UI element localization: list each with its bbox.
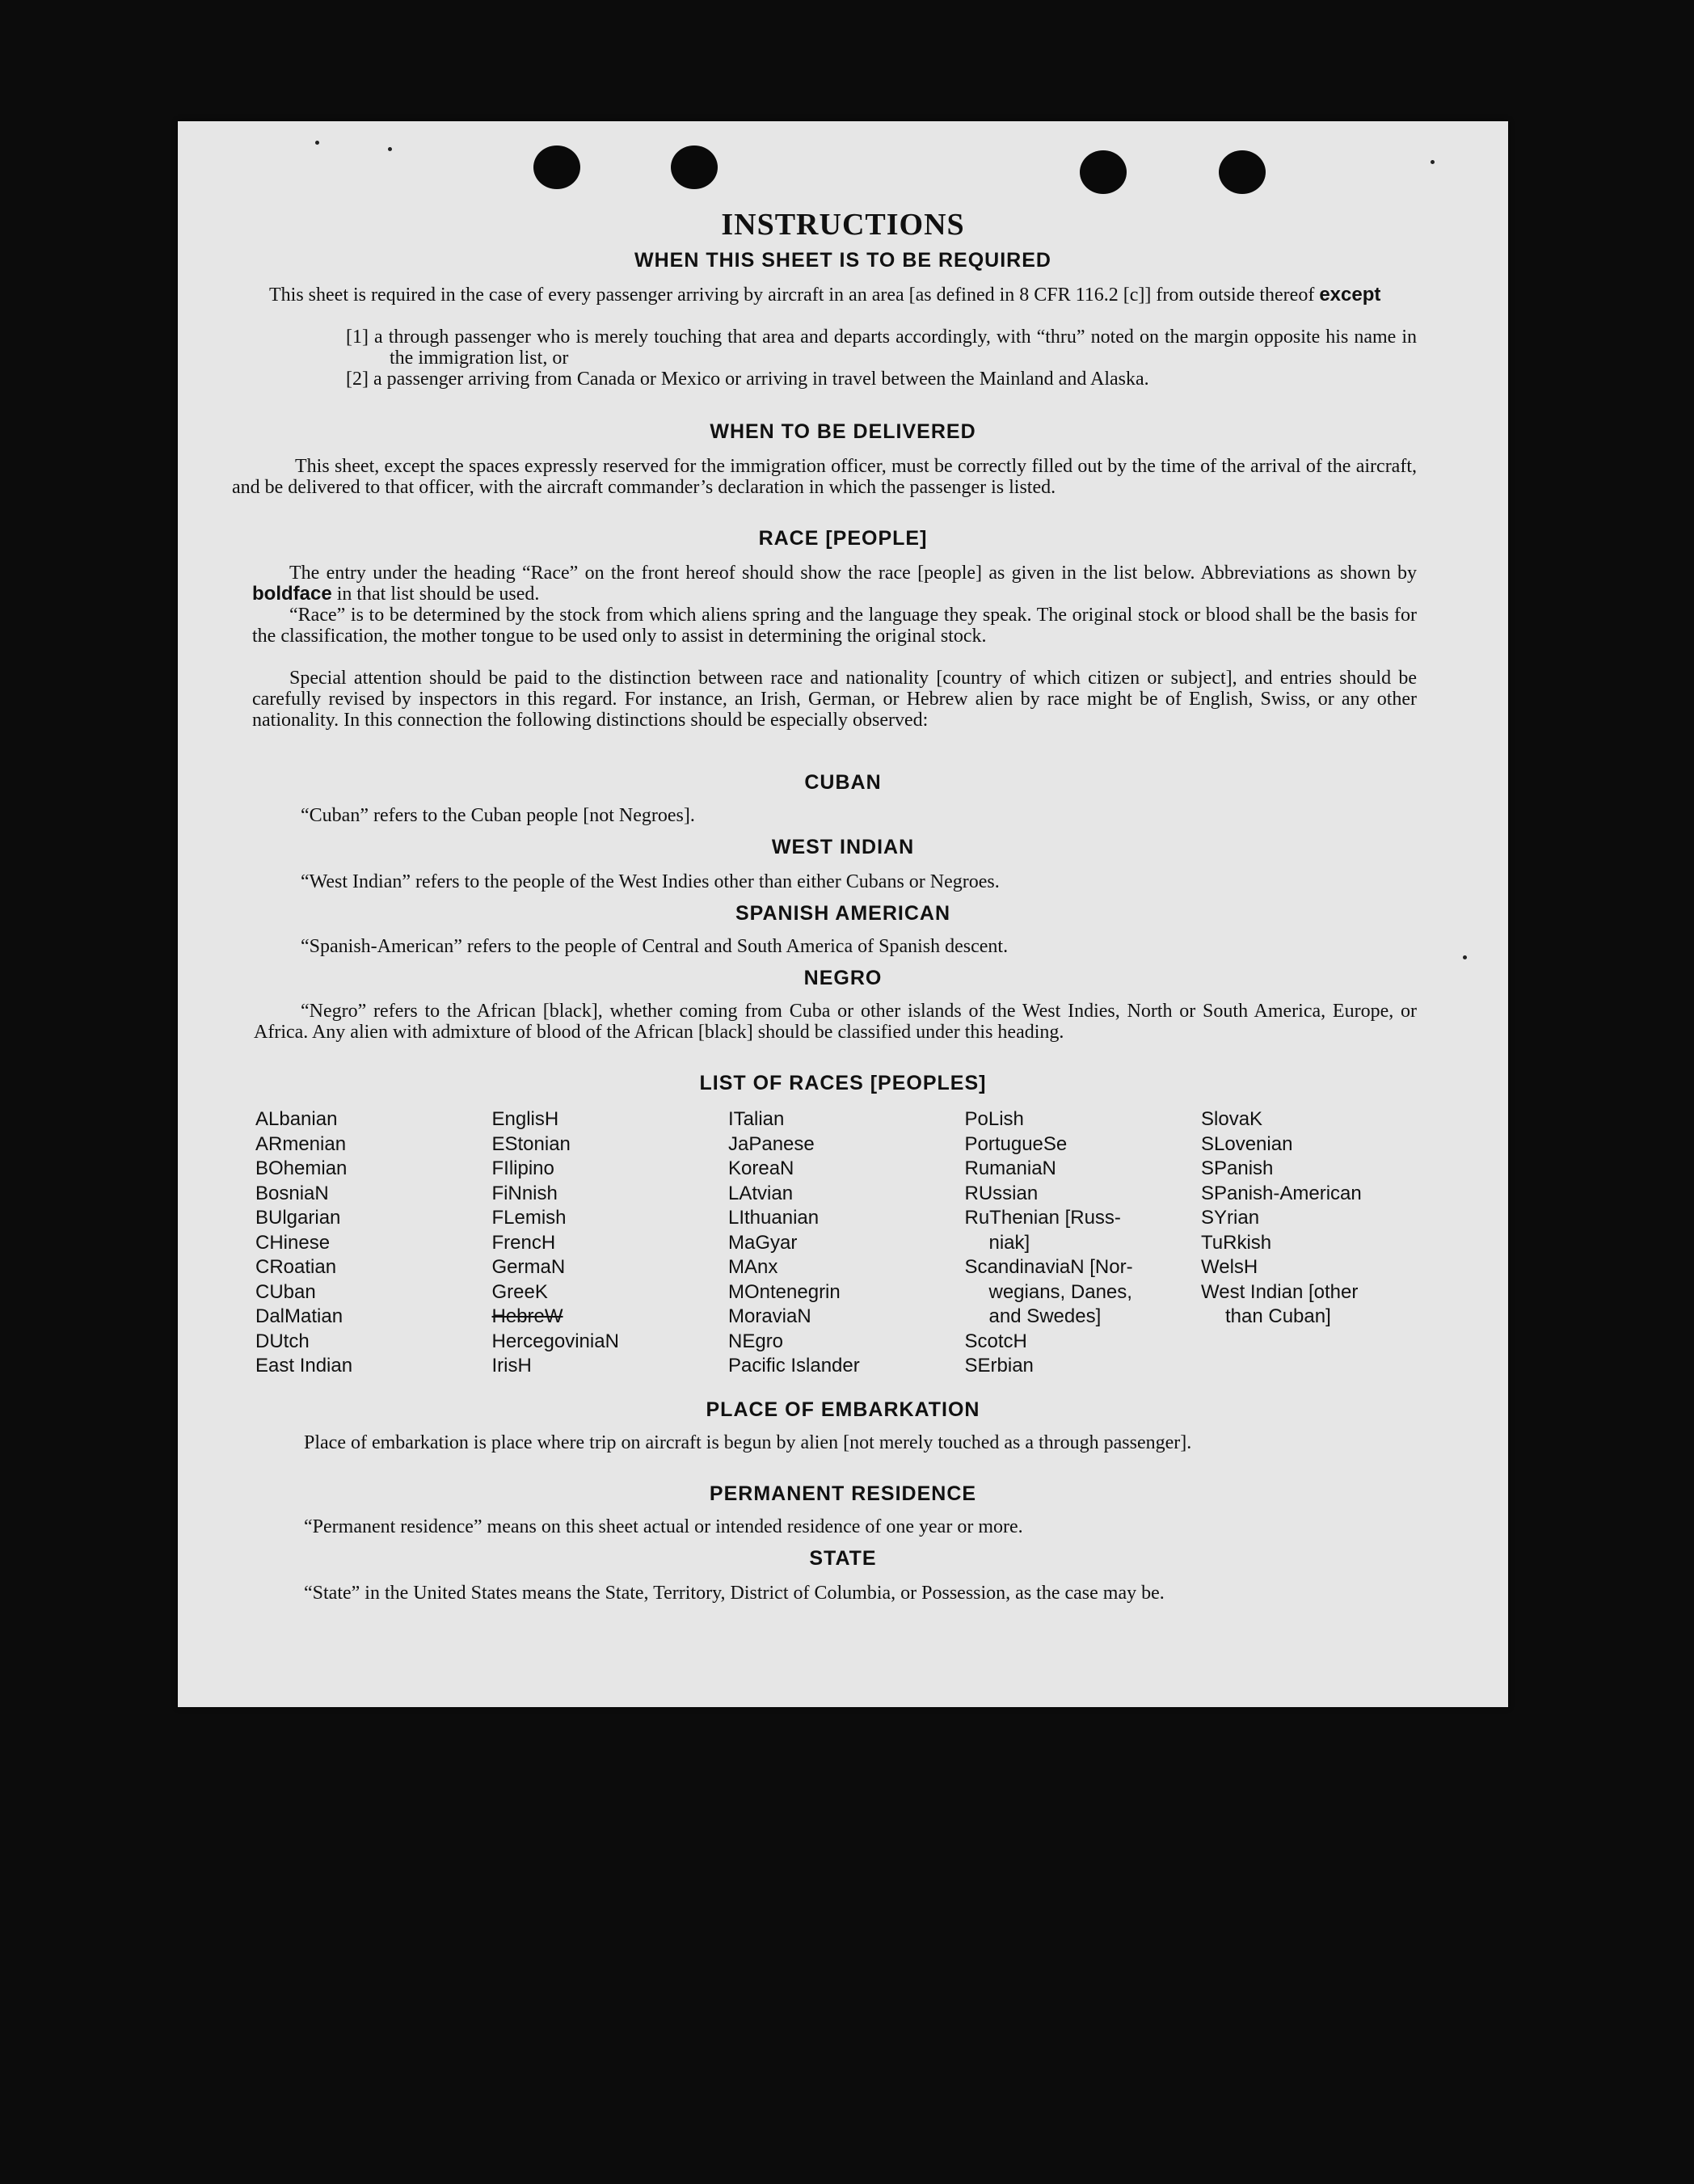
race-item: NEgro (728, 1330, 784, 1352)
speck (388, 147, 392, 151)
race-item: BosniaN (255, 1182, 329, 1204)
speck (1431, 160, 1435, 164)
race-item: East Indian (255, 1355, 353, 1377)
race-item: GermaN (491, 1256, 566, 1278)
required-item-1: [1] a through passenger who is merely touching that area and departs accordingly, with “thru” noted on the margin opposite his name in the immigration list, or (346, 327, 1417, 369)
state-text: “State” in the United States means the State, Territory, District of Columbia, or Possession, as the case may be. (304, 1583, 1165, 1604)
race-item: niak] (988, 1231, 1030, 1254)
race-item: SlovaK (1201, 1108, 1263, 1130)
negro-text: “Negro” refers to the African [black], whether coming from Cuba or other islands of the West Indies, North or South America, Europe, or Africa. Any alien with admixture of blood of the African [black] should be classified under this heading. (254, 1001, 1417, 1043)
race-item: LIthuanian (728, 1207, 820, 1229)
race-item: GreeK (491, 1280, 548, 1303)
west-indian-text: “West Indian” refers to the people of the West Indies other than either Cubans or Negroes. (301, 871, 1000, 892)
punch-hole (1219, 150, 1266, 194)
race-item: LAtvian (728, 1182, 794, 1204)
cuban-text: “Cuban” refers to the Cuban people [not Negroes]. (301, 805, 695, 826)
race-text-3: Special attention should be paid to the distinction between race and nationality [country of which citizen or subject], and entries should be carefully revised by inspectors in this regard. For instance, an Irish, German, or Hebrew alien by race might be of English, Swiss, or any other nationality. In this connection the following distinctions should be especially observed: (252, 668, 1417, 731)
race-item: MOntenegrin (728, 1280, 841, 1303)
race-item: KoreaN (728, 1157, 794, 1179)
race-item: DalMatian (255, 1305, 343, 1327)
race-item: BUlgarian (255, 1207, 341, 1229)
delivered-text: This sheet, except the spaces expressly reserved for the immigration officer, must be correctly filled out by the time of the arrival of the aircraft, and be delivered to that officer, with the aircraft commander’s declaration in which the passenger is listed. (232, 456, 1417, 498)
race-item: ARmenian (255, 1132, 347, 1155)
race-item: IrisH (491, 1355, 532, 1377)
race-item: SLovenian (1201, 1132, 1293, 1155)
race-item: HercegoviniaN (491, 1330, 619, 1352)
race-item: EnglisH (491, 1108, 559, 1130)
race-text-1: The entry under the heading “Race” on the front hereof should show the race [people] as given in the list below. Abbreviations as shown by boldface in that list should be used. (252, 563, 1417, 605)
races-list (255, 1107, 1427, 1379)
race-item: MoraviaN (728, 1305, 811, 1327)
section-heading-spanish-american: SPANISH AMERICAN (735, 902, 950, 925)
race-item: FrencH (491, 1231, 556, 1254)
embarkation-text: Place of embarkation is place where trip on aircraft is begun by alien [not merely touched as a through passenger]. (304, 1432, 1192, 1453)
section-heading-negro: NEGRO (803, 967, 883, 989)
section-heading-list-of-races: LIST OF RACES [PEOPLES] (699, 1072, 987, 1094)
race-item: MAnx (728, 1256, 778, 1278)
residence-text: “Permanent residence” means on this sheet actual or intended residence of one year or more. (304, 1516, 1023, 1537)
section-heading-delivered: WHEN TO BE DELIVERED (710, 420, 976, 443)
race-item: FLemish (491, 1207, 567, 1229)
speck (315, 141, 319, 145)
races-column-2 (492, 1107, 718, 1379)
race-item: CUban (255, 1280, 316, 1303)
page-title: INSTRUCTIONS (721, 208, 965, 242)
required-text: This sheet is required in the case of every passenger arriving by aircraft in an area [as defined in 8 CFR 116.2 [c]] from outside thereof except (269, 284, 1381, 306)
race-item: CHinese (255, 1231, 331, 1254)
race-item: West Indian [other (1201, 1280, 1359, 1303)
section-heading-residence: PERMANENT RESIDENCE (709, 1482, 977, 1505)
race-item: ScandinaviaN [Nor- (964, 1256, 1133, 1278)
race-item: DUtch (255, 1330, 310, 1352)
speck (1463, 955, 1467, 959)
race-item: RuThenian [Russ- (964, 1207, 1121, 1229)
race-item: FiNnish (491, 1182, 558, 1204)
race-item: PoLish (964, 1108, 1024, 1130)
race-item: RumaniaN (964, 1157, 1056, 1179)
race-item: than Cuban] (1225, 1305, 1331, 1327)
race-item: PortugueSe (964, 1132, 1068, 1155)
races-column-1 (255, 1107, 482, 1379)
race-item: wegians, Danes, (988, 1280, 1132, 1303)
race-item: Pacific Islander (728, 1355, 860, 1377)
race-item: EStonian (491, 1132, 571, 1155)
race-item: FIlipino (491, 1157, 554, 1179)
section-heading-west-indian: WEST INDIAN (771, 836, 915, 858)
section-heading-state: STATE (809, 1547, 877, 1570)
section-heading-cuban: CUBAN (804, 771, 882, 794)
race-item: SPanish-American (1201, 1182, 1362, 1204)
section-heading-embarkation: PLACE OF EMBARKATION (706, 1398, 980, 1421)
race-text-2: “Race” is to be determined by the stock from which aliens spring and the language they speak. The original stock or blood shall be the basis for the classification, the mother tongue to be used only to assist in determining the original stock. (252, 605, 1417, 647)
race-item: and Swedes] (988, 1305, 1102, 1327)
race-item: JaPanese (728, 1132, 815, 1155)
race-item: BOhemian (255, 1157, 348, 1179)
races-column-4 (965, 1107, 1191, 1379)
race-item: RUssian (964, 1182, 1039, 1204)
race-item: HebreW (491, 1305, 563, 1327)
race-item: CRoatian (255, 1256, 337, 1278)
spanish-american-text: “Spanish-American” refers to the people of Central and South America of Spanish descent. (301, 936, 1009, 957)
punch-hole (533, 145, 580, 189)
required-item-2: [2] a passenger arriving from Canada or Mexico or arriving in travel between the Mainland and Alaska. (346, 369, 1149, 390)
punch-hole (1080, 150, 1127, 194)
race-item: ALbanian (255, 1108, 338, 1130)
races-column-5 (1201, 1107, 1427, 1379)
race-item: SPanish (1201, 1157, 1274, 1179)
race-item: WelsH (1201, 1256, 1258, 1278)
race-item: SErbian (964, 1355, 1034, 1377)
race-item: ScotcH (964, 1330, 1027, 1352)
races-column-3 (728, 1107, 954, 1379)
punch-hole (671, 145, 718, 189)
race-item: TuRkish (1201, 1231, 1272, 1254)
race-item: MaGyar (728, 1231, 798, 1254)
race-item: SYrian (1201, 1207, 1260, 1229)
document-sheet (178, 121, 1508, 1707)
section-heading-required: WHEN THIS SHEET IS TO BE REQUIRED (634, 249, 1051, 272)
race-item: ITalian (728, 1108, 785, 1130)
section-heading-race: RACE [PEOPLE] (758, 527, 928, 550)
